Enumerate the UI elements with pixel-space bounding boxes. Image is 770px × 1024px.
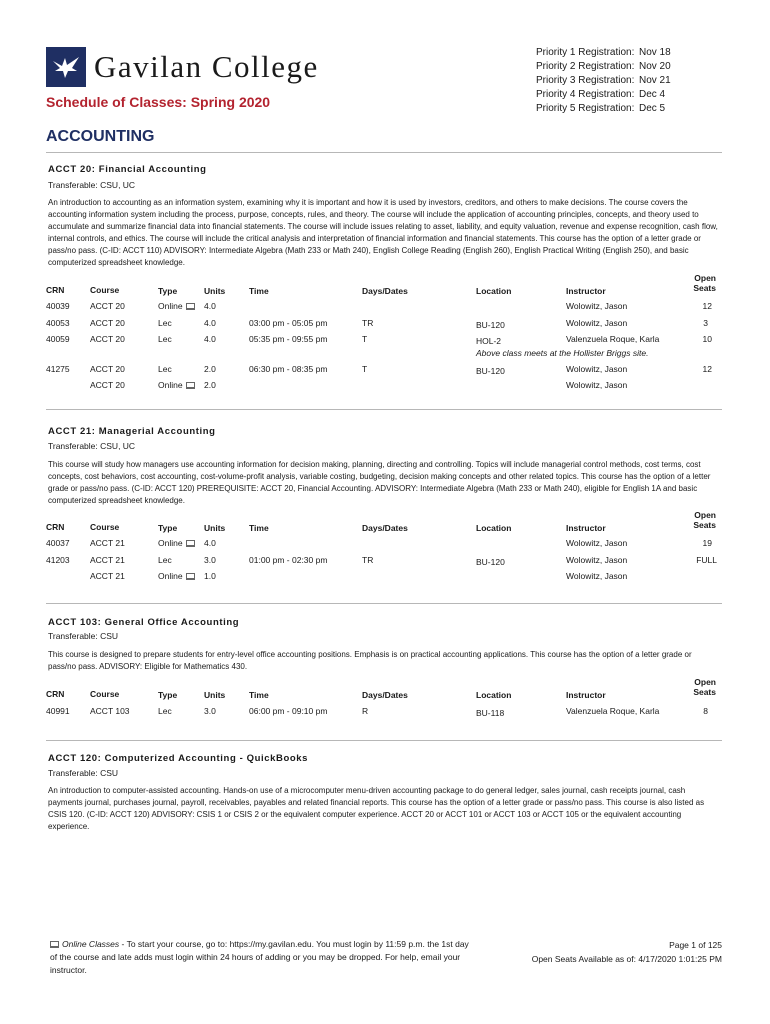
instructor: Wolowitz, Jason [566,301,628,311]
transfer-status: Transferable: CSU [48,631,119,641]
instructor: Wolowitz, Jason [566,364,628,374]
course-code: ACCT 20 [90,364,125,374]
instructor: Wolowitz, Jason [566,538,628,548]
college-logo[interactable] [46,47,319,87]
course-description: An introduction to accounting as an information system, examining why it is important and how it is used by investors, creditors, and others to make decisions. The course covers the accounting information system including the process, purpose, concepts, rules, and theory. The course will include the application of accounting principles, concepts, and theory used to accumulate and summarize financial data into financial statements. The course will include issues relating to asset, liability, and equity valuation, revenue and expense recognition, cash flow, internal controls, and ethics. The course will include the critical analysis and interpretation of financial information and financial statements. This course has the option of a letter grade or pass/no pass. (C-ID: ACCT 110) ADVISORY: Intermediate Algebra (Math 233 or Math 240), English College Reading (English 260), English Practical Writing (English 250), and basic computerized spreadsheet knowledge. [48,198,718,267]
page-number: Page 1 of 125 [669,940,722,950]
transfer-status: Transferable: CSU, UC [48,441,136,451]
instructor: Wolowitz, Jason [566,318,628,328]
time: 06:30 pm - 08:35 pm [249,364,328,374]
col-header-type: Type [158,690,178,700]
open-seats: 8 [703,706,708,716]
time: 05:35 pm - 09:55 pm [249,334,328,344]
col-header-seats: Open Seats [693,677,716,697]
course-code: ACCT 20 [90,301,125,311]
priority-row: Priority 5 Registration: Dec 5 [536,103,666,114]
course-code: ACCT 20 [90,380,125,390]
col-header-days: Days/Dates [362,690,408,700]
col-header-crn: CRN [46,689,65,699]
instructor: Valenzuela Roque, Karla [566,334,660,344]
col-header-seats: Open Seats [693,273,716,293]
crn-link[interactable]: 41275 [46,364,70,374]
open-seats: 12 [702,364,712,374]
type-cell: Lec [158,555,172,565]
online-computer-icon [186,573,195,580]
units: 4.0 [204,318,216,328]
course-code: ACCT 20 [90,334,125,344]
units: 4.0 [204,301,216,311]
priority-row: Priority 3 Registration: Nov 21 [536,75,671,86]
units: 2.0 [204,380,216,390]
course-code: ACCT 21 [90,571,125,581]
online-computer-icon [186,540,195,547]
col-header-crn: CRN [46,285,65,295]
course-title: ACCT 21: Managerial Accounting [48,426,216,437]
col-header-units: Units [204,523,226,533]
instructor: Valenzuela Roque, Karla [566,706,660,716]
type-cell: Lec [158,364,172,374]
divider [46,603,722,604]
instructor: Wolowitz, Jason [566,380,628,390]
priority-row: Priority 1 Registration: Nov 18 [536,47,671,58]
units: 4.0 [204,334,216,344]
days: R [362,706,369,716]
crn-link[interactable]: 41203 [46,555,70,565]
units: 1.0 [204,571,216,581]
col-header-location: Location [476,523,512,533]
col-header-units: Units [204,690,226,700]
crn-link[interactable]: 40039 [46,301,70,311]
course-title: ACCT 103: General Office Accounting [48,617,240,628]
course-description: This course is designed to prepare students for entry-level office accounting positions. Emphasis is on practical accounting applications. This course has the option of a letter grade or pass/no pass. ADVISORY: Eligible for Mathematics 430. [48,650,692,671]
course-description: An introduction to computer-assisted accounting. Hands-on use of a microcomputer menu-driven accounting package to do general ledger, sales journal, cash receipts journal, cash payments journal, purchases journal, payroll, receivables, payables and related financial reports. This course has the option of a letter grade or pass/no pass. This course is also listed as CSIS 120. (C-ID: ACCT 120) ADVISORY: CSIS 1 or CSIS 2 or the equivalent computer experience. ACCT 20 or ACCT 101 or ACCT 103 or ACCT 105 or the equivalent accounting experience. [48,786,705,831]
online-computer-icon [186,382,195,389]
open-seats: 19 [702,538,712,548]
units: 3.0 [204,706,216,716]
online-computer-icon [50,941,59,948]
location: BU-118 [476,708,505,718]
type-cell: Online [158,571,195,581]
schedule-title: Schedule of Classes: Spring 2020 [46,94,271,110]
course-title: ACCT 20: Financial Accounting [48,164,207,175]
type-cell: Lec [158,334,172,344]
type-cell: Online [158,301,195,311]
priority-registration-dates [536,46,671,116]
type-cell: Lec [158,318,172,328]
col-header-course: Course [90,522,120,532]
transfer-status: Transferable: CSU [48,768,119,778]
course-code: ACCT 20 [90,318,125,328]
priority-row: Priority 4 Registration: Dec 4 [536,89,666,100]
type-cell: Lec [158,706,172,716]
col-header-location: Location [476,286,512,296]
col-header-time: Time [249,523,269,533]
open-seats: FULL [696,555,717,565]
online-classes-footer [50,938,470,977]
days: TR [362,555,374,565]
col-header-course: Course [90,285,120,295]
divider [46,152,722,153]
days: T [362,334,368,344]
open-seats: 3 [703,318,708,328]
course-code: ACCT 21 [90,555,125,565]
gavilan-hawk-logo-icon [46,47,86,87]
online-computer-icon [186,303,195,310]
crn-link[interactable]: 40053 [46,318,70,328]
col-header-seats: Open Seats [693,510,716,530]
col-header-location: Location [476,690,512,700]
online-classes-text: - To start your course, go to: https://my.gavilan.edu. You must login by 11:59 p.m. the 1st day of the course and late adds must login within 24 hours of adding or you may be dropped. For help, email your instructor. [50,939,469,975]
open-seats: 10 [702,334,712,344]
instructor: Wolowitz, Jason [566,571,628,581]
col-header-course: Course [90,689,120,699]
course-title: ACCT 120: Computerized Accounting - QuickBooks [48,753,309,764]
col-header-instructor: Instructor [566,286,606,296]
crn-link[interactable]: 40059 [46,334,70,344]
type-cell: Online [158,538,195,548]
priority-row: Priority 2 Registration: Nov 20 [536,61,671,72]
college-name: Gavilan College [94,49,319,84]
units: 2.0 [204,364,216,374]
crn-link[interactable]: 40991 [46,706,70,716]
time: 03:00 pm - 05:05 pm [249,318,328,328]
col-header-time: Time [249,286,269,296]
divider [46,409,722,410]
col-header-units: Units [204,286,226,296]
location: BU-120 [476,320,505,330]
open-seats: 12 [702,301,712,311]
col-header-type: Type [158,286,178,296]
course-description: This course will study how managers use accounting information for decision making, planning, directing and controlling. Topics will include managerial control methods, cost terms, cost concepts, cost behaviors, cost accounting, cost-volume-profit analysis, variable costing, budgeting, decision making concepts and other related topics. This course has the option of a letter grade or pass/no pass. (C-ID: ACCT 120) PREREQUISITE: ACCT 20, Financial Accounting. ADVISORY: Intermediate Algebra (Math 233 or Math 240), eligible for English 1A and basic computerized spreadsheet knowledge. [48,460,711,505]
transfer-status: Transferable: CSU, UC [48,180,136,190]
col-header-days: Days/Dates [362,286,408,296]
course-code: ACCT 103 [90,706,130,716]
location: HOL-2 [476,336,502,346]
time: 01:00 pm - 02:30 pm [249,555,328,565]
col-header-instructor: Instructor [566,690,606,700]
units: 4.0 [204,538,216,548]
location: BU-120 [476,557,505,567]
department-heading: ACCOUNTING [46,128,155,145]
instructor: Wolowitz, Jason [566,555,628,565]
col-header-type: Type [158,523,178,533]
col-header-days: Days/Dates [362,523,408,533]
page-footer [532,938,722,966]
section-note: Above class meets at the Hollister Briggs site. [476,348,649,358]
units: 3.0 [204,555,216,565]
col-header-time: Time [249,690,269,700]
days: T [362,364,368,374]
time: 06:00 pm - 09:10 pm [249,706,328,716]
col-header-crn: CRN [46,522,65,532]
divider [46,740,722,741]
online-classes-label: Online Classes [62,939,120,949]
seats-as-of: Open Seats Available as of: 4/17/2020 1:01:25 PM [531,954,722,964]
crn-link[interactable]: 40037 [46,538,70,548]
type-cell: Online [158,380,195,390]
location: BU-120 [476,366,505,376]
course-code: ACCT 21 [90,538,125,548]
col-header-instructor: Instructor [566,523,606,533]
days: TR [362,318,374,328]
